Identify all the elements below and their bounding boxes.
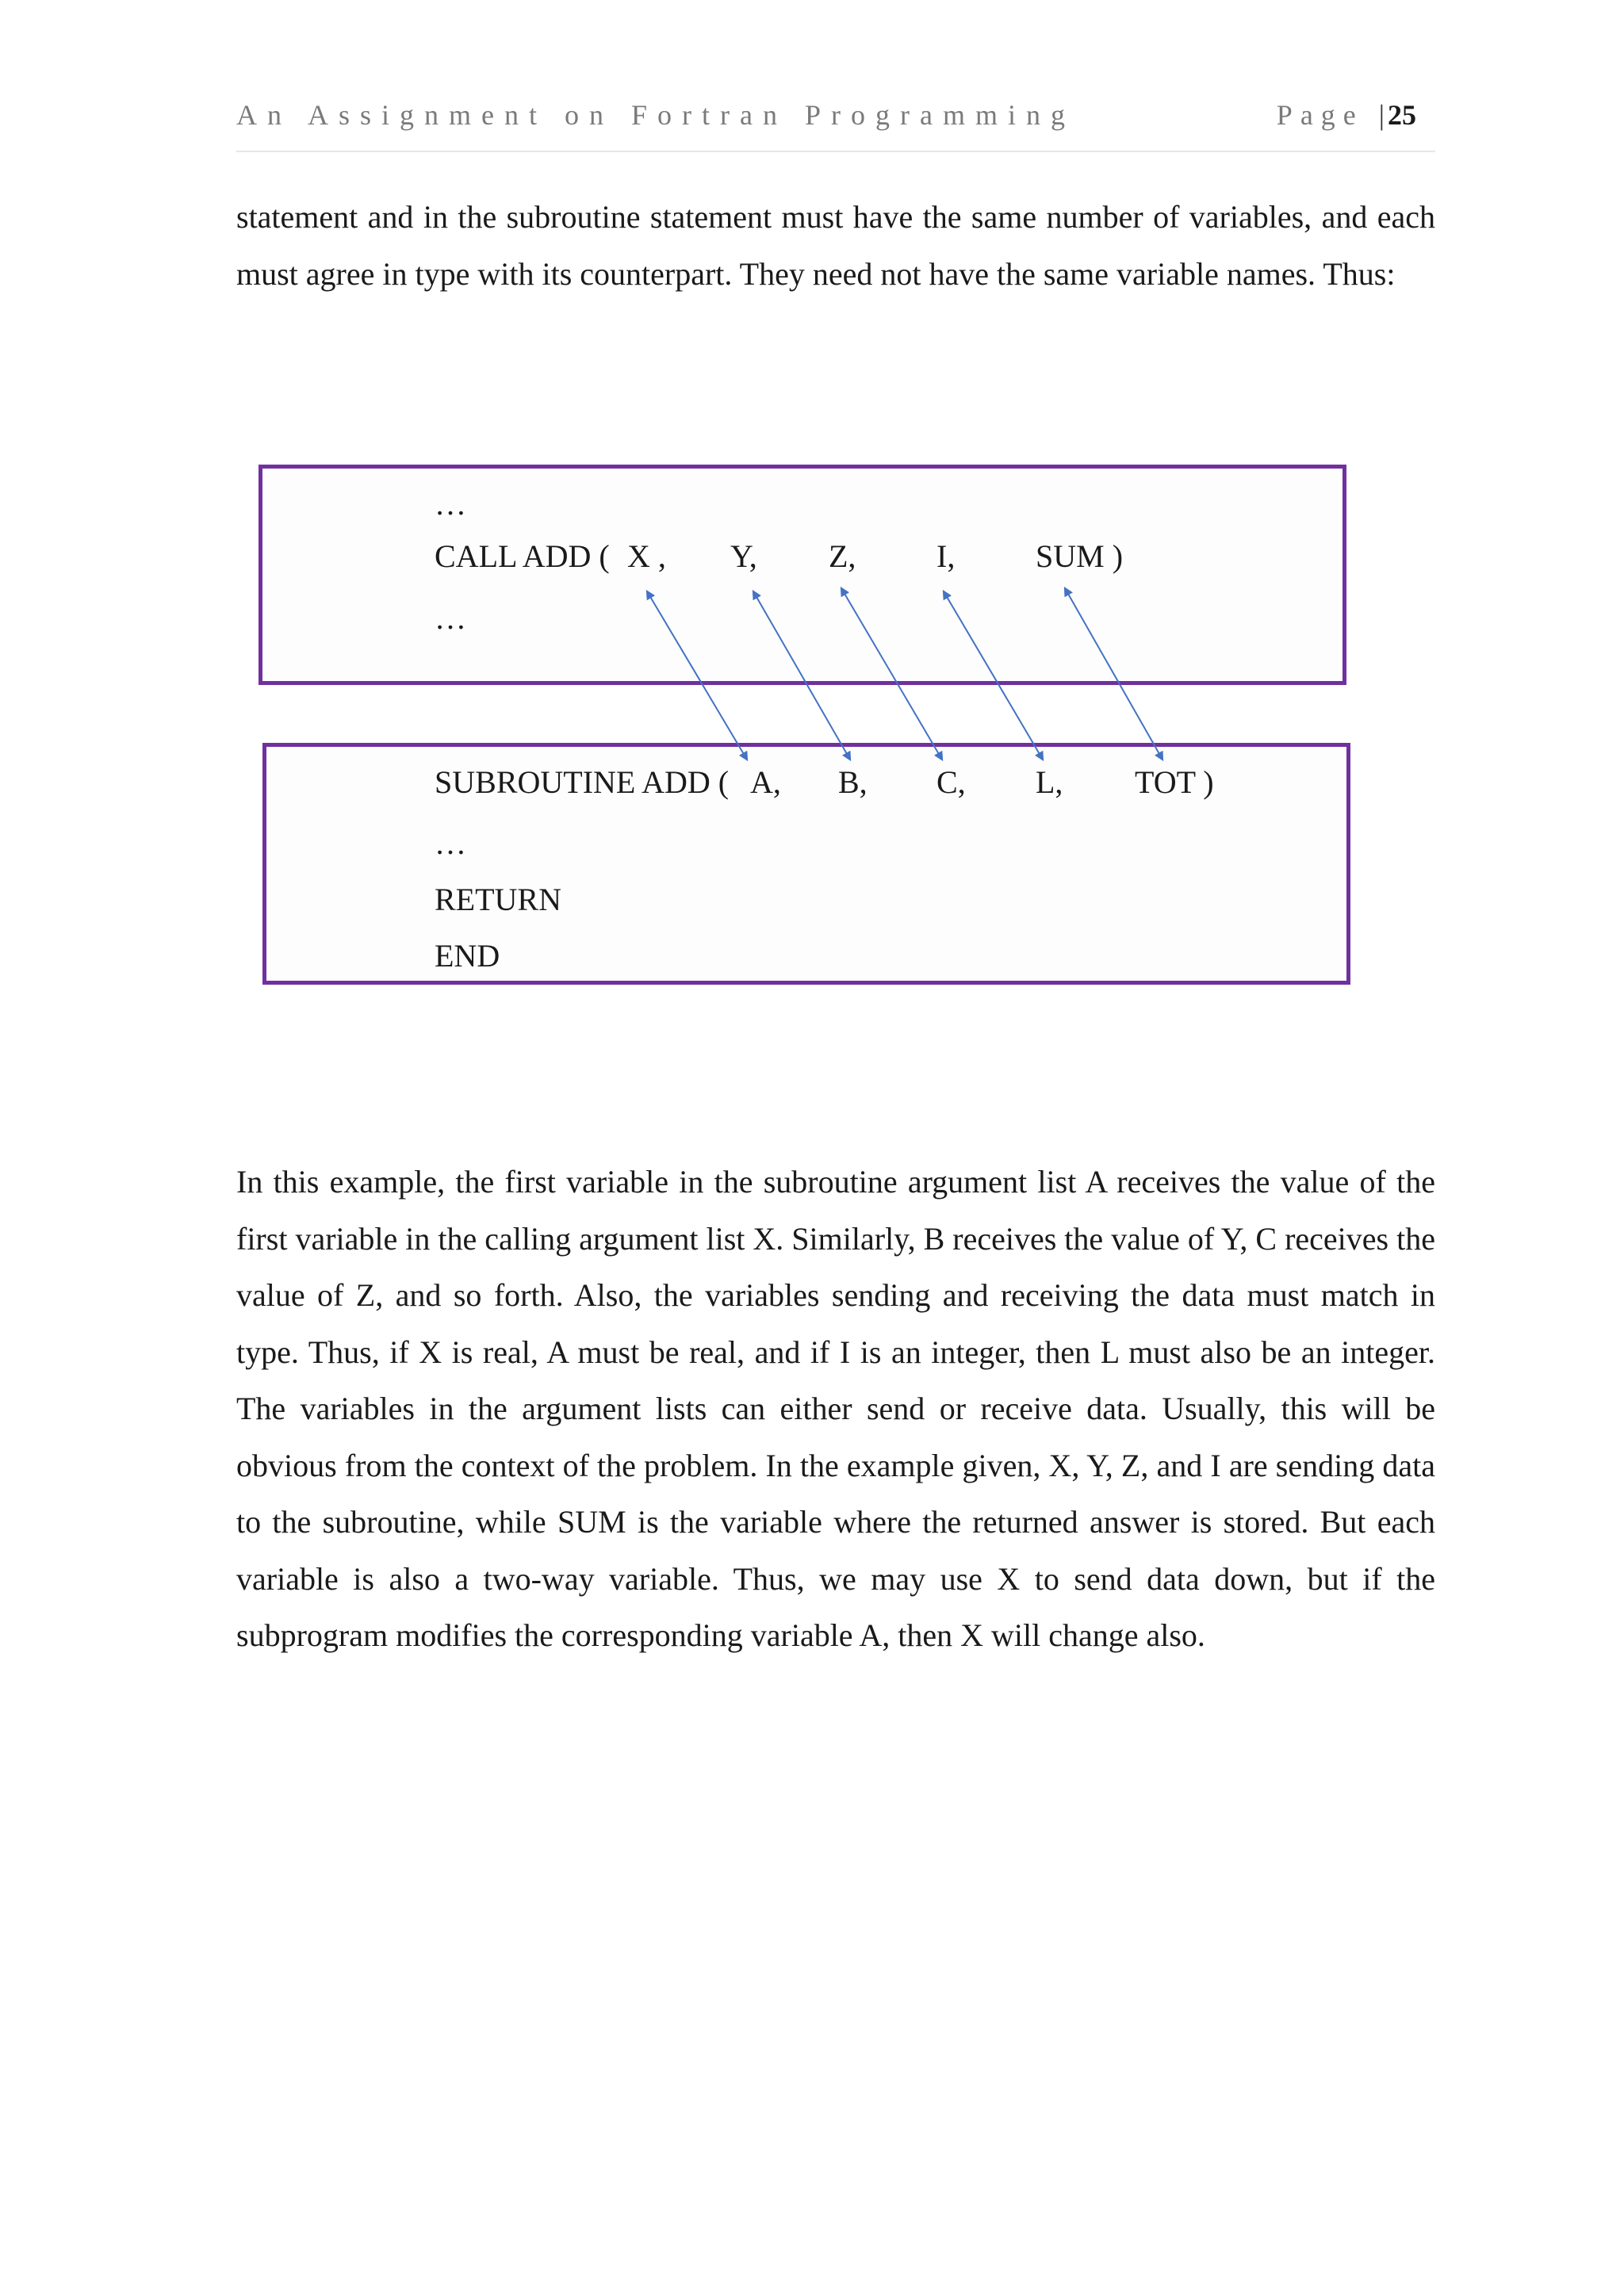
end-statement: END xyxy=(435,938,500,974)
sub-param-a: A, xyxy=(750,764,781,800)
arrow-y-to-b xyxy=(753,591,850,760)
call-arg-y: Y, xyxy=(730,538,757,574)
page-label: Page xyxy=(1276,99,1364,131)
arrow-z-to-c xyxy=(841,588,942,760)
paragraph-intro: statement and in the subroutine statement must have the same number of variables, and each must agree in type with its counterpart. They need not have the same variable names. Thus: xyxy=(236,199,1435,292)
page-number: 25 xyxy=(1388,99,1416,131)
page-separator: | xyxy=(1378,99,1385,131)
call-ellipsis-bottom: … xyxy=(435,600,466,636)
subroutine-ellipsis: … xyxy=(435,825,466,861)
sub-param-b: B, xyxy=(838,764,868,800)
header-title: An Assignment on Fortran Programming xyxy=(236,99,1075,131)
return-statement: RETURN xyxy=(435,882,561,917)
sub-param-l: L, xyxy=(1036,764,1063,800)
sub-param-c: C, xyxy=(936,764,966,800)
call-arg-i: I, xyxy=(936,538,956,574)
call-arg-sum: SUM ) xyxy=(1036,538,1124,574)
sub-param-tot: TOT ) xyxy=(1135,764,1214,800)
arrow-sum-to-tot xyxy=(1065,588,1162,760)
subroutine-prefix: SUBROUTINE ADD ( xyxy=(435,764,730,800)
call-arg-x: X , xyxy=(627,538,666,574)
arrow-x-to-a xyxy=(647,591,747,760)
call-ellipsis-top: … xyxy=(435,486,466,522)
call-prefix: CALL ADD ( xyxy=(435,538,610,574)
arrow-i-to-l xyxy=(944,591,1043,760)
call-arg-z: Z, xyxy=(829,538,856,574)
paragraph-explanation: In this example, the first variable in the subroutine argument list A receives the value of the first variable in the calling argument list X. Similarly, B receives the value of Y, C receives the value of Z, and so forth. Also, the variables sending and receiving the data must match in type. Thus, if X is real, A must be real, and if I is an integer, then L must also be an integer. The variables in the argument lists can either send or receive data. Usually, this will be obvious from the context of the problem. In the example given, X, Y, Z, and I are sending data to the subroutine, while SUM is the variable where the returned answer is stored. But each variable is also a two-way variable. Thus, we may use X to send data down, but if the subprogram modifies the corresponding variable A, then X will change also. xyxy=(236,1164,1435,1653)
